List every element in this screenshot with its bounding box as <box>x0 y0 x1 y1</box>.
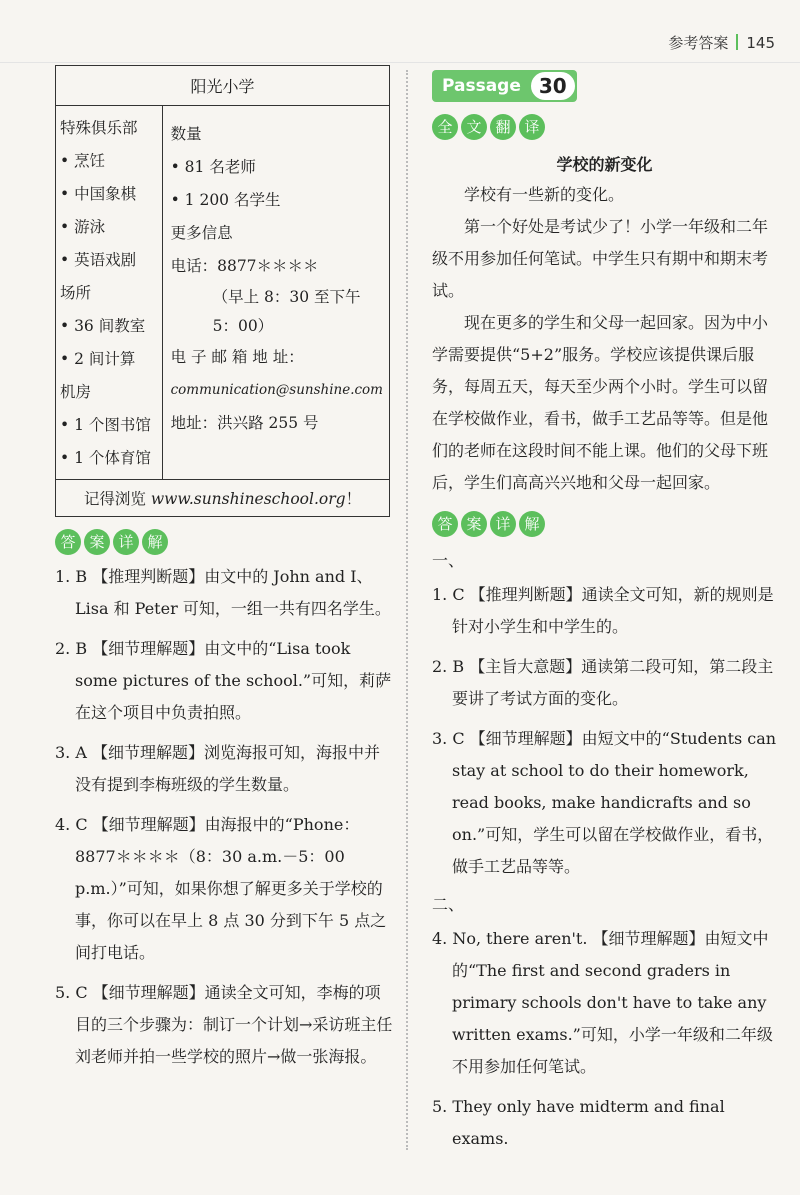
page-number: 145 <box>746 34 775 52</box>
tag-char: 案 <box>461 511 487 537</box>
poster-hours: （早上 8：30 至下午 <box>212 288 361 306</box>
poster-line: • 81 名老师 <box>170 158 256 176</box>
right-column <box>432 70 777 1163</box>
left-column <box>55 65 395 1081</box>
poster-email-label: 电 子 邮 箱 地 址： <box>170 348 304 366</box>
answer-item: 2. B 【主旨大意题】通读第二段可知，第二段主要讲了考试方面的变化。 <box>432 657 774 708</box>
poster-line: 数量 <box>170 125 202 143</box>
page-header <box>668 32 775 53</box>
poster-line: • 游泳 <box>60 218 106 236</box>
tag-char: 案 <box>84 529 110 555</box>
poster-line: • 中国象棋 <box>60 185 137 203</box>
tag-char: 解 <box>519 511 545 537</box>
translation-tag <box>432 114 545 140</box>
header-rule <box>0 62 800 63</box>
passage-badge <box>432 70 577 102</box>
tag-char: 文 <box>461 114 487 140</box>
poster-table <box>55 65 390 517</box>
poster-line: 更多信息 <box>170 224 233 242</box>
tag-char: 全 <box>432 114 458 140</box>
poster-footer <box>56 480 390 517</box>
tag-char: 详 <box>490 511 516 537</box>
left-answers <box>55 561 395 1073</box>
poster-line: • 1 个图书馆 <box>60 416 151 434</box>
poster-line: • 烹饪 <box>60 152 106 170</box>
tag-char: 译 <box>519 114 545 140</box>
answer-item: 3. C 【细节理解题】由短文中的“Students can stay at school to do their homework, read books, make handicrafts and so on.”可知，学生可以留在学校做作业，看书，做手工艺品等等。 <box>432 729 777 876</box>
tag-char: 解 <box>142 529 168 555</box>
tag-char: 答 <box>432 511 458 537</box>
poster-right-cell <box>162 106 389 480</box>
poster-phone: 电话：8877＊＊＊＊ <box>170 257 319 275</box>
answer-item: 4. C 【细节理解题】由海报中的“Phone：8877＊＊＊＊（8：30 a.m.－5：00 p.m.）”可知，如果你想了解更多关于学校的事，你可以在早上 8 点 30 分到下午 5 点之间打电话。 <box>55 815 387 962</box>
poster-line: • 1 200 名学生 <box>170 191 281 209</box>
header-separator <box>736 34 738 50</box>
answers-tag <box>432 511 545 537</box>
answer-item: 5. C 【细节理解题】通读全文可知，李梅的项目的三个步骤为：制订一个计划→采访班主任刘老师并拍一些学校的照片→做一张海报。 <box>55 983 393 1066</box>
poster-footer-suffix: ！ <box>345 490 362 508</box>
header-label: 参考答案 <box>668 34 729 52</box>
poster-email: communication@sunshine.com <box>170 382 383 398</box>
poster-line: 场所 <box>60 284 92 302</box>
paragraph: 第一个好处是考试少了！小学一年级和二年级不用参加任何笔试。中学生只有期中和期末考试。 <box>432 217 769 300</box>
answers-tag <box>55 529 168 555</box>
column-divider <box>406 70 408 1150</box>
paragraph: 现在更多的学生和父母一起回家。因为中小学需要提供“5+2”服务。学校应该提供课后服务，每周五天，每天至少两个小时。学生可以留在学校做作业，看书，做手工艺品等等。但是他们的老师在这段时间不能上课。他们的父母下班后，学生们高高兴兴地和父母一起回家。 <box>432 313 769 492</box>
section-one-label: 一、 <box>432 551 465 570</box>
poster-hours-end: 5：00） <box>212 317 274 335</box>
poster-line: 特殊俱乐部 <box>60 119 138 137</box>
tag-char: 答 <box>55 529 81 555</box>
tag-char: 翻 <box>490 114 516 140</box>
tag-char: 详 <box>113 529 139 555</box>
poster-line: • 1 个体育馆 <box>60 449 151 467</box>
answer-item: 5. They only have midterm and final exams. <box>432 1097 725 1148</box>
answer-item: 2. B 【细节理解题】由文中的“Lisa took some pictures of the school.”可知，莉萨在这个项目中负责拍照。 <box>55 639 392 722</box>
paragraph: 学校有一些新的变化。 <box>464 185 625 204</box>
passage-number: 30 <box>529 70 577 102</box>
poster-line: 机房 <box>60 383 92 401</box>
answer-item: 3. A 【细节理解题】浏览海报可知，海报中并没有提到李梅班级的学生数量。 <box>55 743 380 794</box>
poster-footer-url: www.sunshineschool.org <box>150 490 346 508</box>
section-two-label: 二、 <box>432 895 465 914</box>
poster-address: 地址：洪兴路 255 号 <box>170 414 319 432</box>
poster-left-cell <box>56 106 163 480</box>
poster-line: • 36 间教室 <box>60 317 146 335</box>
passage-label: Passage <box>442 76 521 96</box>
poster-line: • 英语戏剧 <box>60 251 137 269</box>
answer-item: 4. No, there aren't. 【细节理解题】由短文中的“The first and second graders in primary schools don't have to take any written exams.”可知，小学一年级和二年级不用参加任何笔试。 <box>432 929 773 1076</box>
poster-title: 阳光小学 <box>56 66 390 106</box>
poster-line: • 2 间计算 <box>60 350 136 368</box>
answer-item: 1. C 【推理判断题】通读全文可知，新的规则是针对小学生和中学生的。 <box>432 585 774 636</box>
answer-item: 1. B 【推理判断题】由文中的 John and I、Lisa 和 Peter 可知，一组一共有四名学生。 <box>55 567 391 618</box>
passage-title: 学校的新变化 <box>556 155 653 174</box>
poster-footer-text: 记得浏览 <box>83 490 146 508</box>
